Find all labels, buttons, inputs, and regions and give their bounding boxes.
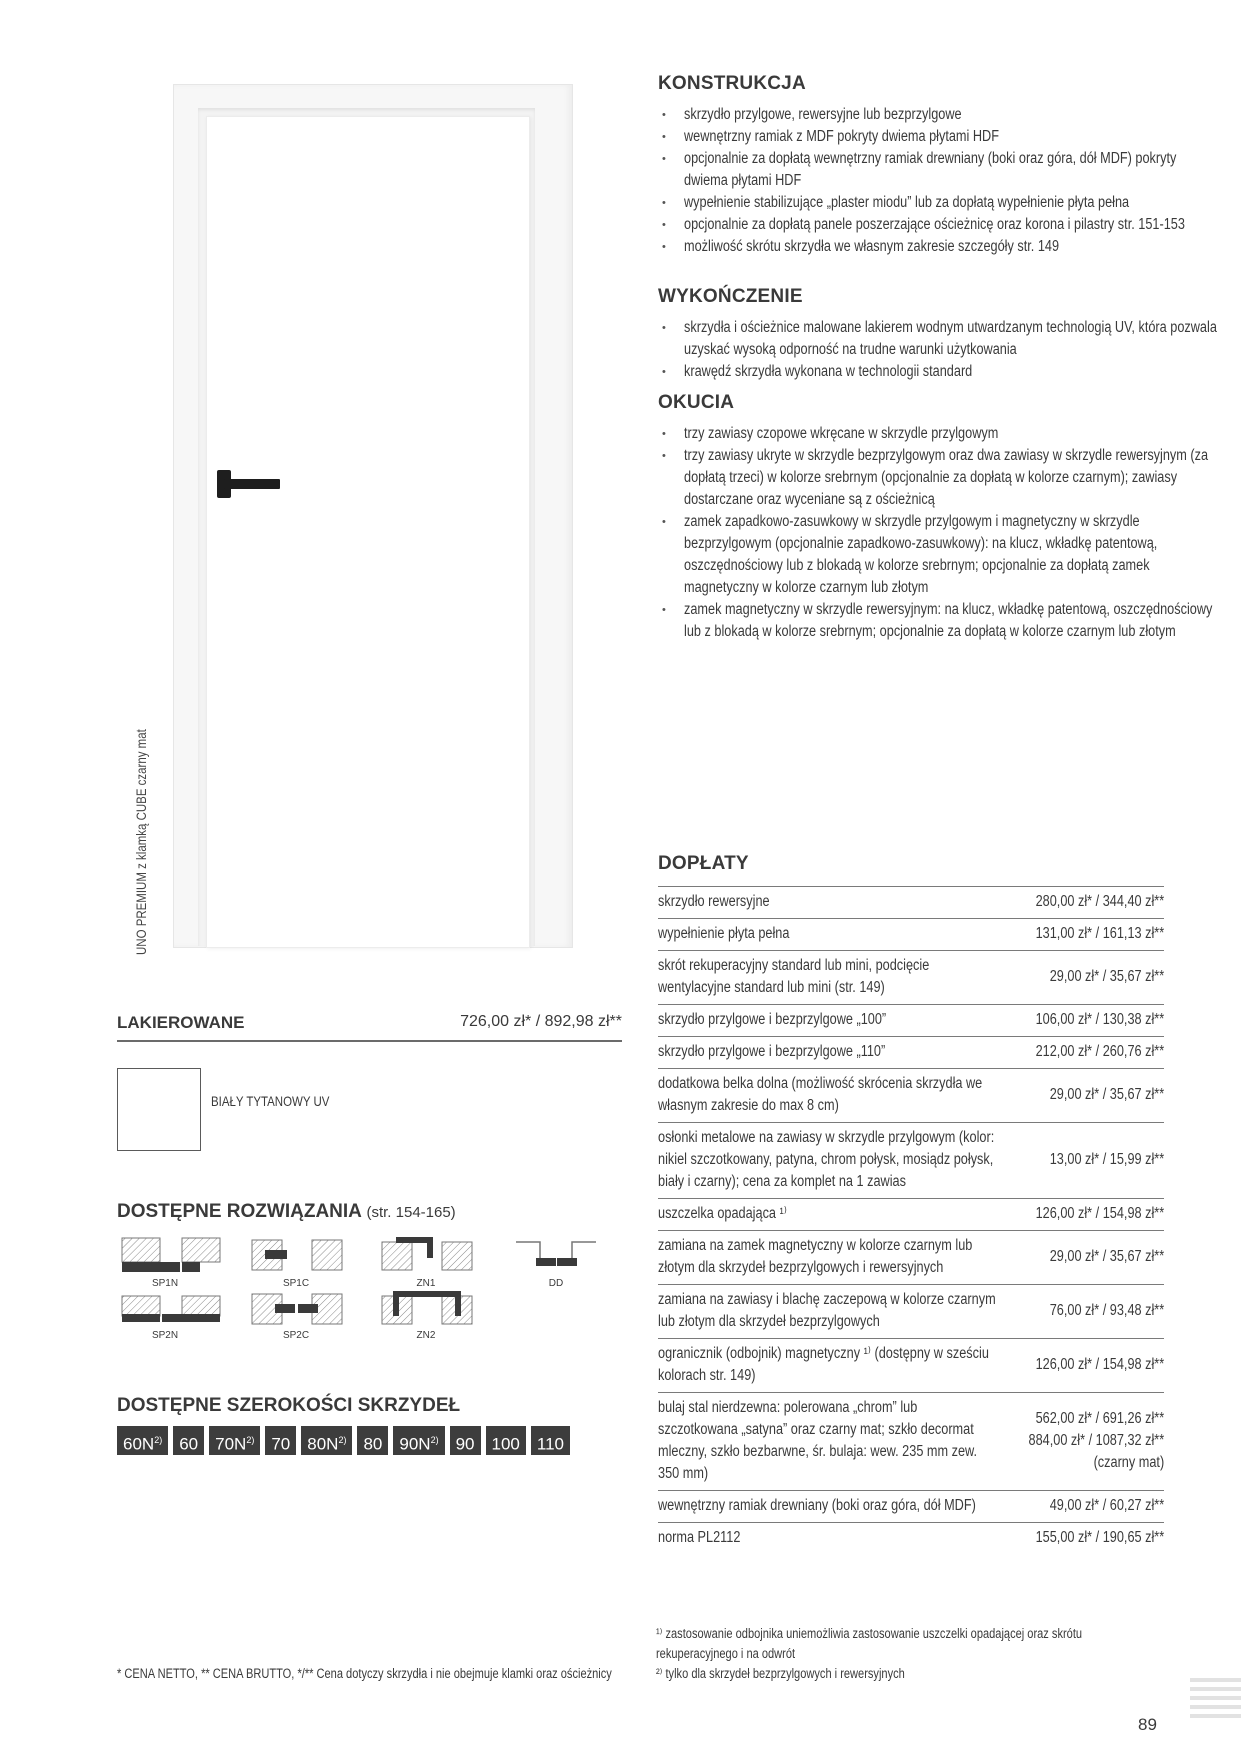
list-item: • skrzydła i ościeżnice malowane lakierem wodnym utwardzanym technologią UV, która pozwala uzyskać wysoką odporność na trudne warunki użytkowania [658,317,1218,361]
dd-icon [516,1242,596,1266]
zn1-label: ZN1 [416,1278,436,1289]
lakierowane-price: 726,00 zł* / 892,98 zł** [460,1013,622,1030]
width-badge: 70 [265,1426,296,1455]
doplaty-heading: DOPŁATY [658,853,749,874]
zn2-label: ZN2 [416,1330,436,1341]
footnote-1: ¹⁾ zastosowanie odbojnika uniemożliwia zastosowanie uszczelki opadającej oraz skrótu rekuperacyjnego i na odwrót [656,1626,1083,1661]
okucia-list [658,423,1218,643]
product-image-caption: UNO PREMIUM z klamką CUBE czarny mat [133,729,149,955]
width-badge: 110 [531,1426,570,1455]
price-footnote: * CENA NETTO, ** CENA BRUTTO, */** Cena dotyczy skrzydła i nie obejmuje klamki oraz ościeżnicy [117,1666,612,1681]
table-row: uszczelka opadająca ¹⁾ 126,00 zł* / 154,98 zł** [658,1199,1164,1231]
table-row: norma PL2112 155,00 zł* / 190,65 zł** [658,1529,1164,1546]
konstrukcja-heading: KONSTRUKCJA [658,73,806,94]
sp1n-icon [122,1238,220,1272]
width-badge: $80N^{2)}$ [301,1426,352,1455]
width-badge: $70N^{2)}$ [209,1426,260,1455]
list-item: • możliwość skrótu skrzydła we własnym zakresie szczegóły str. 149 [658,236,1218,258]
solutions-icons [120,1236,660,1346]
list-item: • opcjonalnie za dopłatą wewnętrzny ramiak drewniany (boki oraz góra, dół MDF) pokryty dwiema płytami HDF [658,148,1218,192]
doplaty-table [658,886,1164,1554]
table-row: osłonki metalowe na zawiasy w skrzydle przylgowym (kolor: nikiel szczotkowany, patyna, chrom połysk, mosiądz połysk, biały i czarny); cena za komplet na 1 zawias 13,00 zł* / 15,99 zł** [658,1123,1164,1199]
table-row: dodatkowa belka dolna (możliwość skrócenia skrzydła we własnym zakresie do max 8 cm) 29,00 zł* / 35,67 zł** [658,1069,1164,1123]
color-swatch [117,1068,201,1151]
sp1c-icon [252,1240,342,1270]
wykonczenie-heading: WYKOŃCZENIE [658,286,803,307]
dd-label: DD [548,1278,564,1289]
divider [117,1040,622,1042]
lakierowane-heading: LAKIEROWANE [117,1013,245,1032]
list-item: • zamek zapadkowo-zasuwkowy w skrzydle przylgowym i magnetyczny w skrzydle bezprzylgowym (opcjonalnie zapadkowo-zasuwkowy): na klucz, wkładkę patentową, oszczędnościowy lub z blokadą w kolorze srebrnym; opcjonalnie za dopłatą zamek magnetyczny w kolorze czarnym lub złotym [658,511,1218,599]
width-badge: 100 [486,1426,526,1455]
wykonczenie-list [658,317,1218,383]
szerokosci-heading: DOSTĘPNE SZEROKOŚCI SKRZYDEŁ [117,1395,461,1416]
width-badge: 90 [450,1426,481,1455]
table-row: skrzydło przylgowe i bezprzylgowe „110” 212,00 zł* / 260,76 zł** [658,1037,1164,1069]
footnote-2: ²⁾ tylko dla skrzydeł bezprzylgowych i rewersyjnych [656,1666,905,1681]
table-row: skrót rekuperacyjny standard lub mini, podcięcie wentylacyjne standard lub mini (str. 149) 29,00 zł* / 35,67 zł** [658,951,1164,1005]
list-item: • wypełnienie stabilizujące „plaster miodu” lub za dopłatą wypełnienie płyta pełna [658,192,1218,214]
list-item: • opcjonalnie za dopłatą panele poszerzające ościeżnicę oraz korona i pilastry str. 151-153 [658,214,1218,236]
decorative-stripes [1190,1678,1241,1723]
sp1n-label: SP1N [151,1278,179,1289]
rozwiazania-heading: DOSTĘPNE ROZWIĄZANIA (str. 154-165) [117,1201,456,1222]
footnotes [656,1624,1126,1684]
width-options [117,1426,570,1455]
table-row: wypełnienie płyta pełna 131,00 zł* / 161,13 zł** [658,919,1164,951]
table-row: bulaj stal nierdzewna: polerowana „chrom” lub szczotkowana „satyna” oraz czarny mat; szkło decormat mleczny, szkło bezbarwne, śr. bulaja: wew. 235 mm zew. 350 mm) 562,00 zł* / 691,26 zł** 884,00 zł* / 1087,32 zł** (czarny mat) [658,1393,1164,1491]
list-item: • zamek magnetyczny w skrzydle rewersyjnym: na klucz, wkładkę patentową, oszczędnościowy lub z blokadą w kolorze srebrnym; opcjonalnie za dopłatą w kolorze czarnym lub złotym [658,599,1218,643]
table-row: skrzydło przylgowe i bezprzylgowe „100” 106,00 zł* / 130,38 zł** [658,1005,1164,1037]
list-item: • trzy zawiasy czopowe wkręcane w skrzydle przylgowym [658,423,1218,445]
sp2c-icon [252,1294,342,1324]
sp2n-label: SP2N [151,1330,179,1341]
door-handle-lever [224,479,280,489]
list-item: • skrzydło przylgowe, rewersyjne lub bezprzylgowe [658,104,1218,126]
sp2c-label: SP2C [282,1330,310,1341]
width-badge: $90N^{2)}$ [393,1426,444,1455]
zn1-icon [382,1240,472,1270]
konstrukcja-list [658,104,1218,258]
sp2n-icon [122,1296,220,1322]
table-row: skrzydło rewersyjne 280,00 zł* / 344,40 zł** [658,886,1164,919]
width-badge: 60 [173,1426,204,1455]
table-row: zamiana na zamek magnetyczny w kolorze czarnym lub złotym dla skrzydeł bezprzylgowych i rewersyjnych 29,00 zł* / 35,67 zł** [658,1231,1164,1285]
table-row: wewnętrzny ramiak drewniany (boki oraz góra, dół MDF) 49,00 zł* / 60,27 zł** [658,1491,1164,1523]
table-row: ogranicznik (odbojnik) magnetyczny ¹⁾ (dostępny w sześciu kolorach str. 149) 126,00 zł* / 154,98 zł** [658,1339,1164,1393]
list-item: • wewnętrzny ramiak z MDF pokryty dwiema płytami HDF [658,126,1218,148]
swatch-label: BIAŁY TYTANOWY UV [211,1093,330,1109]
list-item: • krawędź skrzydła wykonana w technologii standard [658,361,1218,383]
list-item: • trzy zawiasy ukryte w skrzydle bezprzylgowym oraz dwa zawiasy w skrzydle rewersyjnym (za dopłatą trzeci) w kolorze srebrnym (opcjonalnie za dopłatą w kolorze czarnym); zawiasy dostarczane oraz wyceniane są z ościeżnicą [658,445,1218,511]
okucia-heading: OKUCIA [658,392,735,413]
zn2-icon [382,1294,472,1324]
page-number: 89 [1138,1715,1157,1734]
width-badge: 80 [357,1426,388,1455]
sp1c-label: SP1C [282,1278,310,1289]
door-leaf [206,116,530,948]
table-row: zamiana na zawiasy i blachę zaczepową w kolorze czarnym lub złotym dla skrzydeł bezprzylgowych 76,00 zł* / 93,48 zł** [658,1285,1164,1339]
width-badge: $60N^{2)}$ [117,1426,168,1455]
